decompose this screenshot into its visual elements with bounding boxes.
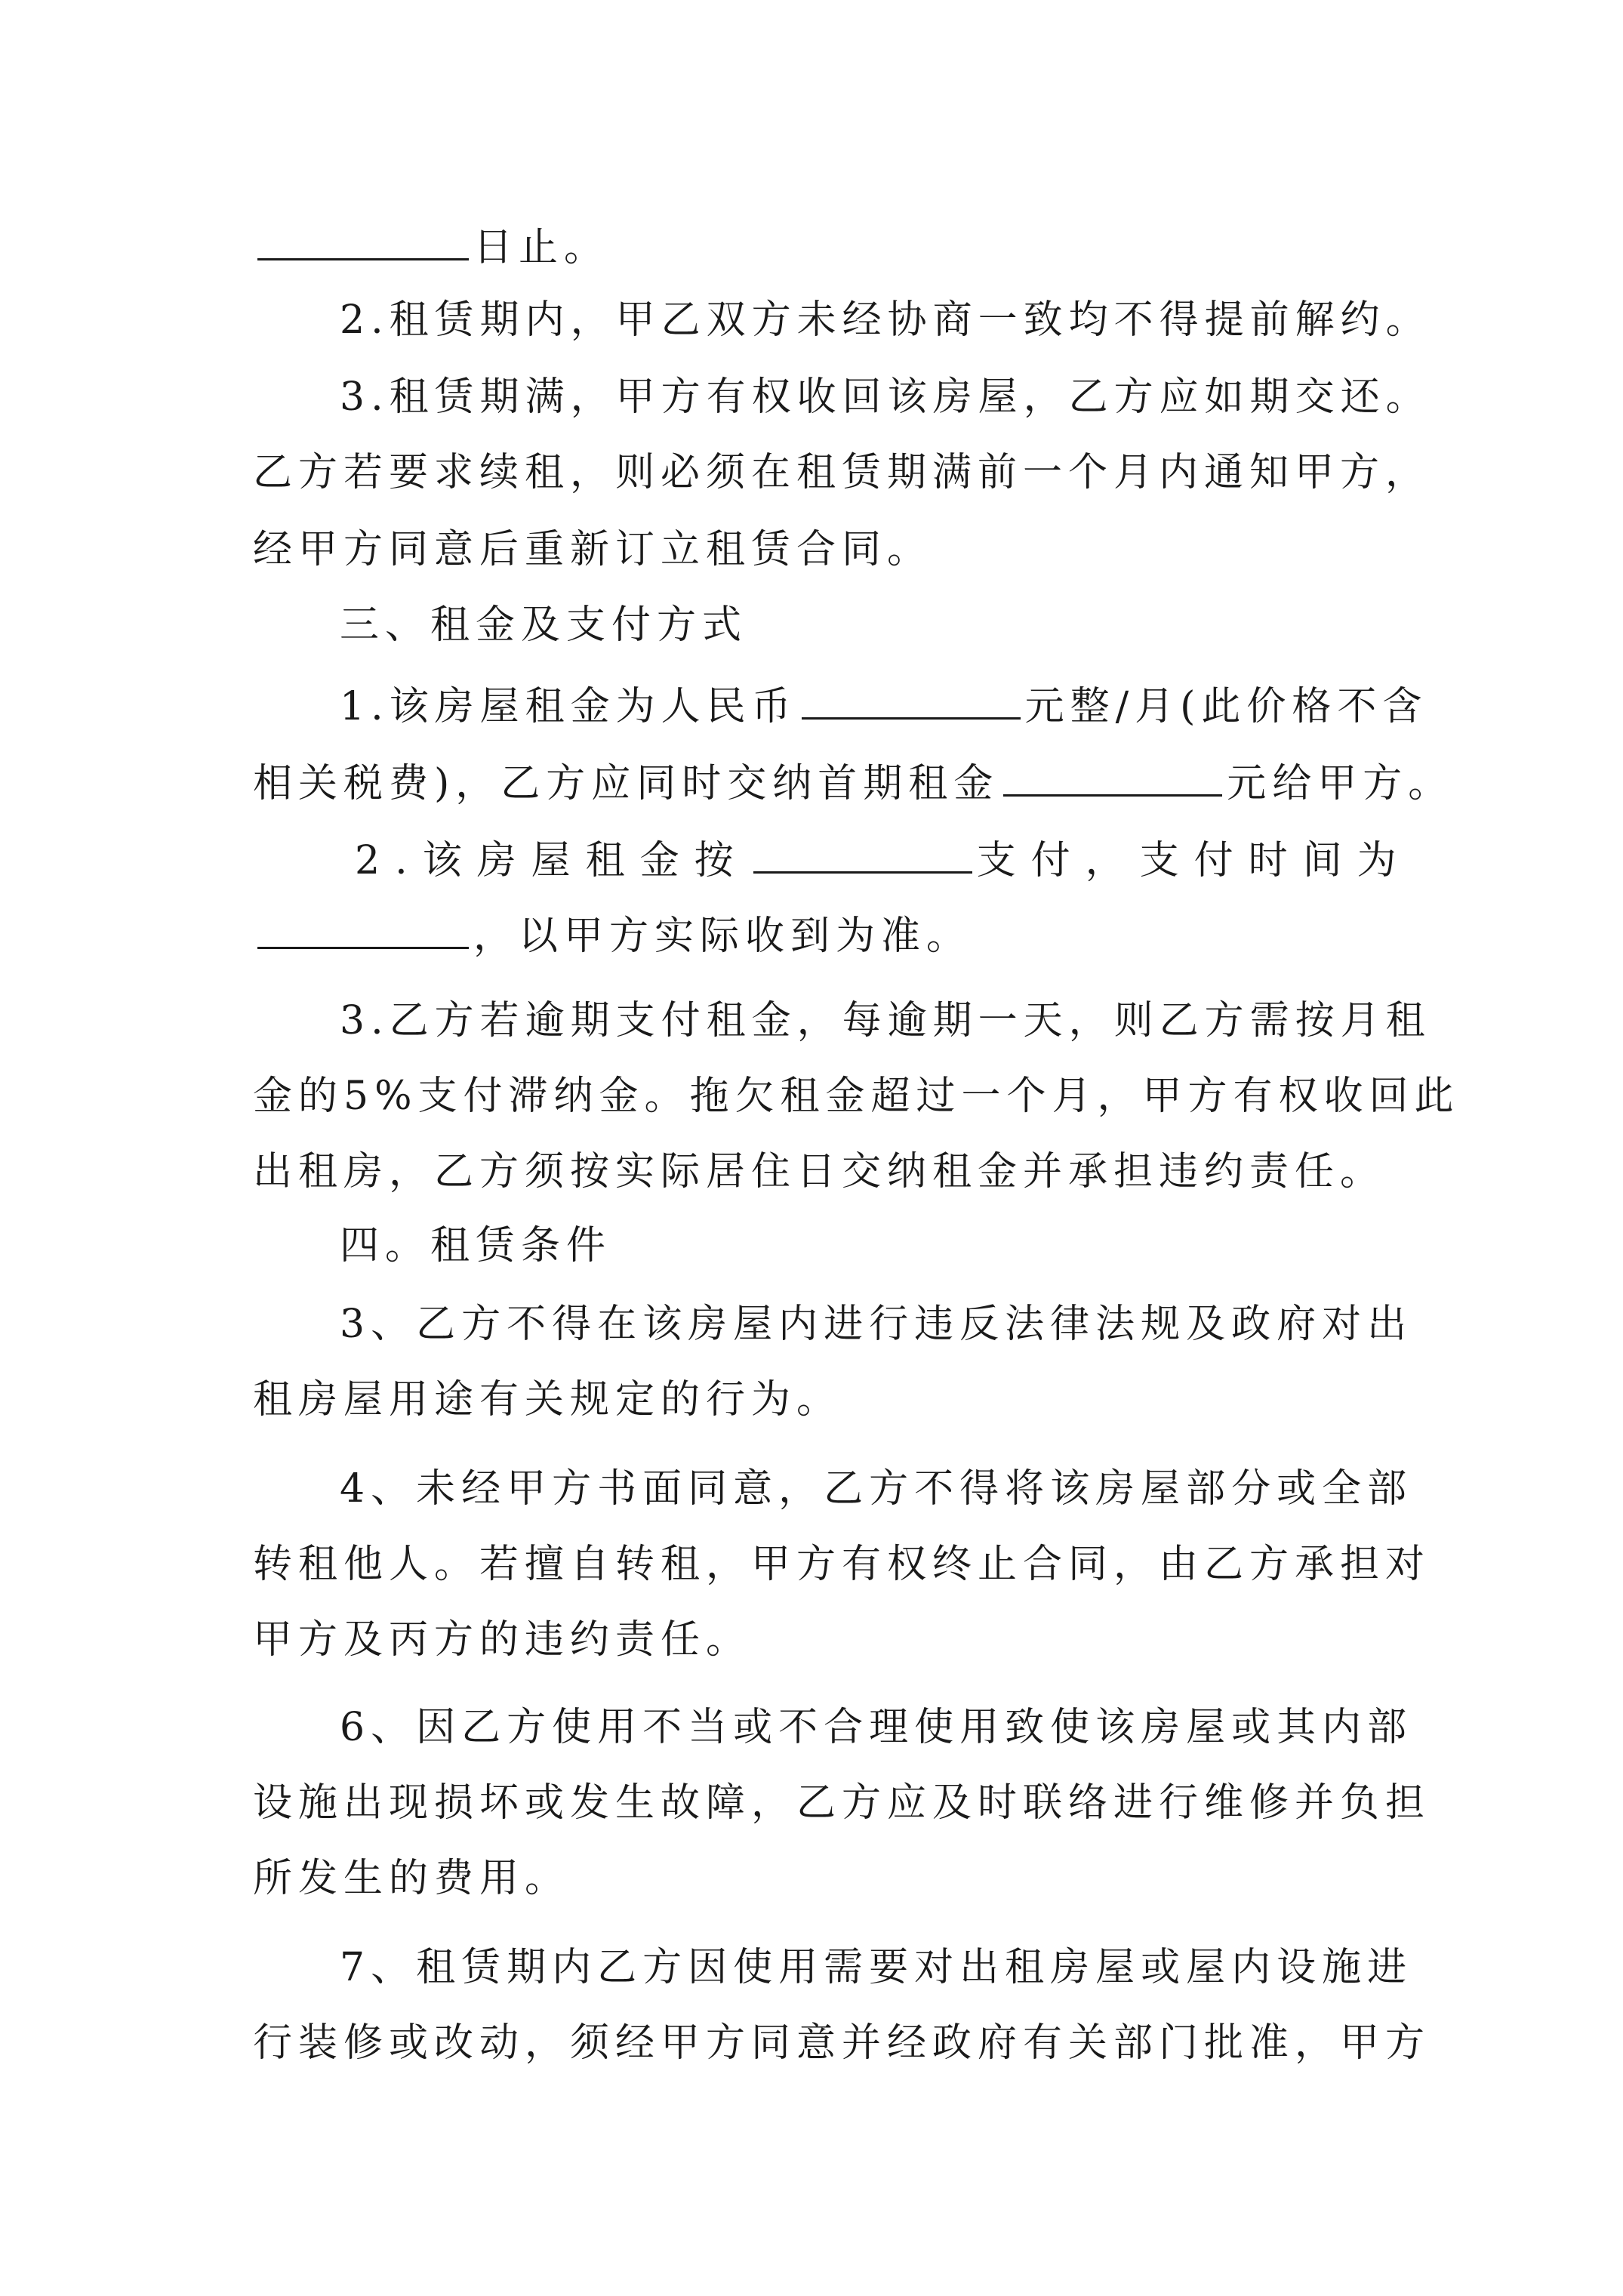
clause-4-3: 3、乙方不得在该房屋内进行违反法律法规及政府对出: [340, 1302, 1413, 1347]
clause-2-3-cont2: 经甲方同意后重新订立租赁合同。: [253, 527, 933, 572]
clause-3-2: 2.该房屋租金按 支付，支付时间为: [355, 832, 1412, 885]
clause-3-1: 1.该房屋租金为人民币 元整/月(此价格不含: [340, 678, 1427, 731]
clause-3-3: 3.乙方若逾期支付租金，每逾期一天，则乙方需按月租: [340, 998, 1431, 1043]
blank-underline: [802, 678, 1021, 720]
clause-4-6: 6、因乙方使用不当或不合理使用致使该房屋或其内部: [340, 1705, 1413, 1750]
clause-2-2: 2.租赁期内，甲乙双方未经协商一致均不得提前解约。: [340, 297, 1431, 343]
clause-4-6-cont1: 设施出现损坏或发生故障，乙方应及时联络进行维修并负担: [253, 1780, 1431, 1826]
blank-underline: [1003, 755, 1222, 797]
clause-3-2-cont: ，以甲方实际收到为准。: [253, 908, 972, 960]
clause-2-3-cont1: 乙方若要求续租，则必须在租赁期满前一个月内通知甲方，: [253, 450, 1431, 495]
clause-4-6-cont2: 所发生的费用。: [253, 1856, 571, 1901]
line-end-date: 日止。: [253, 219, 609, 272]
clause-2-3: 3.租赁期满，甲方有权收回该房屋，乙方应如期交还。: [340, 374, 1431, 420]
clause-4-4: 4、未经甲方书面同意，乙方不得将该房屋部分或全部: [340, 1466, 1413, 1512]
clause-4-7: 7、租赁期内乙方因使用需要对出租房屋或屋内设施进: [340, 1945, 1413, 1990]
clause-3-1-cont: 相关税费)，乙方应同时交纳首期租金 元给甲方。: [253, 755, 1453, 808]
clause-4-7-cont1: 行装修或改动，须经甲方同意并经政府有关部门批准，甲方: [253, 2020, 1431, 2066]
clause-4-4-cont1: 转租他人。若擅自转租，甲方有权终止合同，由乙方承担对: [253, 1542, 1431, 1587]
clause-3-3-cont1: 金的5%支付滞纳金。拖欠租金超过一个月，甲方有权收回此: [253, 1074, 1460, 1119]
clause-3-3-cont2: 出租房，乙方须按实际居住日交纳租金并承担违约责任。: [253, 1149, 1386, 1194]
section-heading-4: 四。租赁条件: [340, 1223, 612, 1268]
section-heading-3: 三、租金及支付方式: [340, 603, 748, 648]
clause-4-4-cont2: 甲方及丙方的违约责任。: [253, 1617, 752, 1663]
clause-4-3-cont: 租房屋用途有关规定的行为。: [253, 1377, 842, 1422]
blank-underline: [753, 832, 972, 874]
blank-underline: [257, 908, 469, 949]
blank-underline: [257, 219, 469, 260]
